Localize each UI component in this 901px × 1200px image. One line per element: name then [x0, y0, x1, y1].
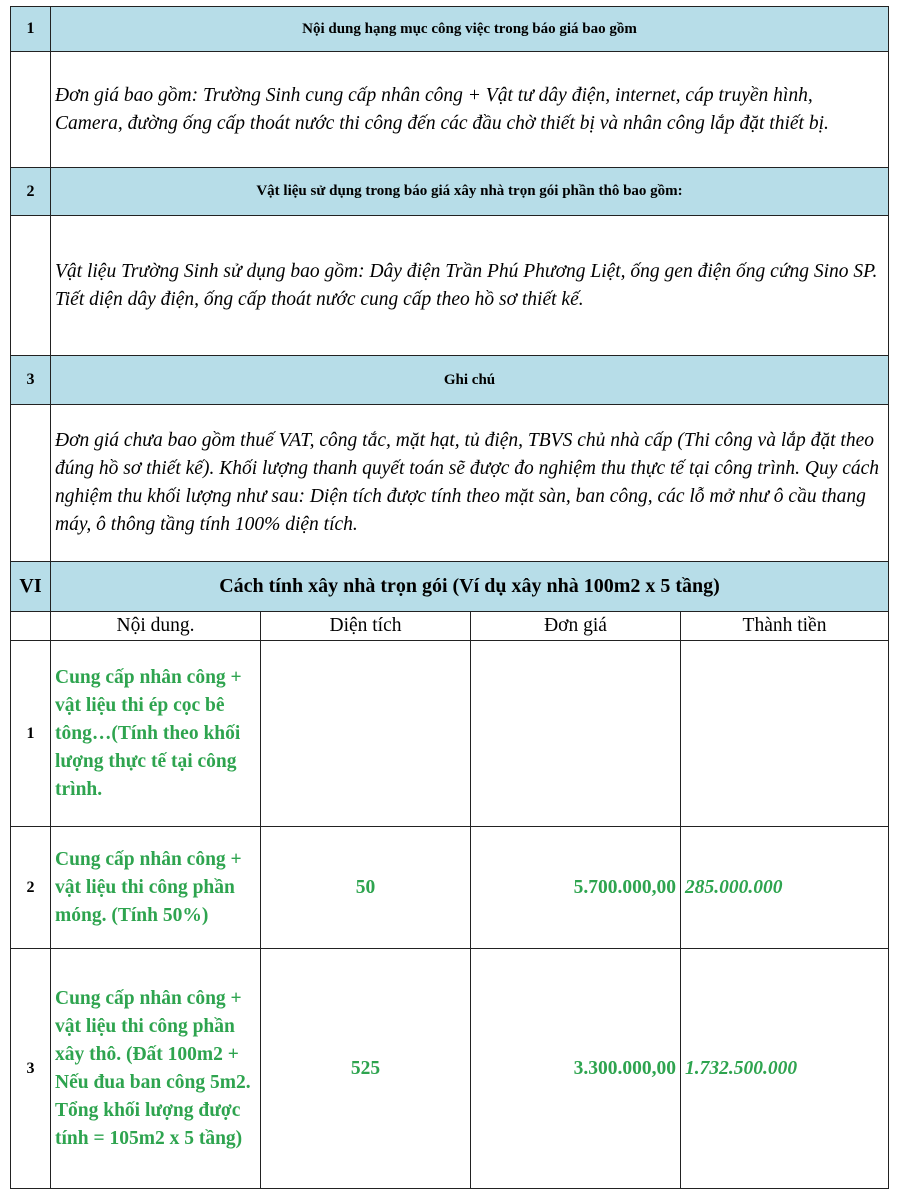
column-content-header: Nội dung.: [51, 612, 261, 641]
section-1-blank-cell: [11, 52, 51, 168]
calc-number: VI: [11, 562, 51, 612]
section-3-body-row: [11, 405, 889, 562]
table-row: [11, 641, 889, 827]
section-2-header: [11, 168, 889, 216]
section-2-body-row: [11, 216, 889, 356]
section-2-blank-cell: [11, 216, 51, 356]
section-3-header: [11, 356, 889, 405]
row-2-content: Cung cấp nhân công + vật liệu thi công phần móng. (Tính 50%): [51, 827, 261, 949]
quotation-table: [10, 6, 889, 1189]
row-1-content: Cung cấp nhân công + vật liệu thi ép cọc bê tông…(Tính theo khối lượng thực tế tại công trình.: [51, 641, 261, 827]
column-unit-price-header: Đơn giá: [471, 612, 681, 641]
row-2-total: 285.000.000: [681, 827, 889, 949]
row-3-unit-price: 3.300.000,00: [471, 949, 681, 1189]
section-1-title: Nội dung hạng mục công việc trong báo giá bao gồm: [51, 7, 889, 52]
row-3-number: 3: [11, 949, 51, 1189]
column-total-header: Thành tiền: [681, 612, 889, 641]
row-1-number: 1: [11, 641, 51, 827]
section-1-header: [11, 7, 889, 52]
row-2-number: 2: [11, 827, 51, 949]
section-3-number: 3: [11, 356, 51, 405]
section-3-blank-cell: [11, 405, 51, 562]
calc-title: Cách tính xây nhà trọn gói (Ví dụ xây nhà 100m2 x 5 tầng): [51, 562, 889, 612]
calc-header: [11, 562, 889, 612]
row-3-content: Cung cấp nhân công + vật liệu thi công phần xây thô. (Đất 100m2 + Nếu đua ban công 5m2. Tổng khối lượng được tính = 105m2 x 5 tầng): [51, 949, 261, 1189]
row-1-unit-price: [471, 641, 681, 827]
section-2-number: 2: [11, 168, 51, 216]
row-2-area: 50: [261, 827, 471, 949]
row-1-total: [681, 641, 889, 827]
table-row: [11, 827, 889, 949]
section-2-body: Vật liệu Trường Sinh sử dụng bao gồm: Dây điện Trần Phú Phương Liệt, ống gen điện ống cứng Sino SP. Tiết diện dây điện, ống cấp thoát nước cung cấp theo hồ sơ thiết kế.: [51, 216, 889, 356]
row-3-area: 525: [261, 949, 471, 1189]
calc-column-headers: [11, 612, 889, 641]
section-1-body-row: [11, 52, 889, 168]
calc-column-blank: [11, 612, 51, 641]
row-2-unit-price: 5.700.000,00: [471, 827, 681, 949]
section-1-number: 1: [11, 7, 51, 52]
section-1-body: Đơn giá bao gồm: Trường Sinh cung cấp nhân công + Vật tư dây điện, internet, cáp truyền hình, Camera, đường ống cấp thoát nước thi công đến các đầu chờ thiết bị và nhân công lắp đặt thiết bị.: [51, 52, 889, 168]
column-area-header: Diện tích: [261, 612, 471, 641]
row-1-area: [261, 641, 471, 827]
section-3-title: Ghi chú: [51, 356, 889, 405]
section-3-body: Đơn giá chưa bao gồm thuế VAT, công tắc, mặt hạt, tủ điện, TBVS chủ nhà cấp (Thi công và lắp đặt theo đúng hồ sơ thiết kế). Khối lượng thanh quyết toán sẽ được đo nghiệm thu thực tế tại công trình. Quy cách nghiệm thu khối lượng như sau: Diện tích được tính theo mặt sàn, ban công, các lỗ mở như ô cầu thang máy, ô thông tầng tính 100% diện tích.: [51, 405, 889, 562]
table-row: [11, 949, 889, 1189]
section-2-title: Vật liệu sử dụng trong báo giá xây nhà trọn gói phần thô bao gồm:: [51, 168, 889, 216]
row-3-total: 1.732.500.000: [681, 949, 889, 1189]
